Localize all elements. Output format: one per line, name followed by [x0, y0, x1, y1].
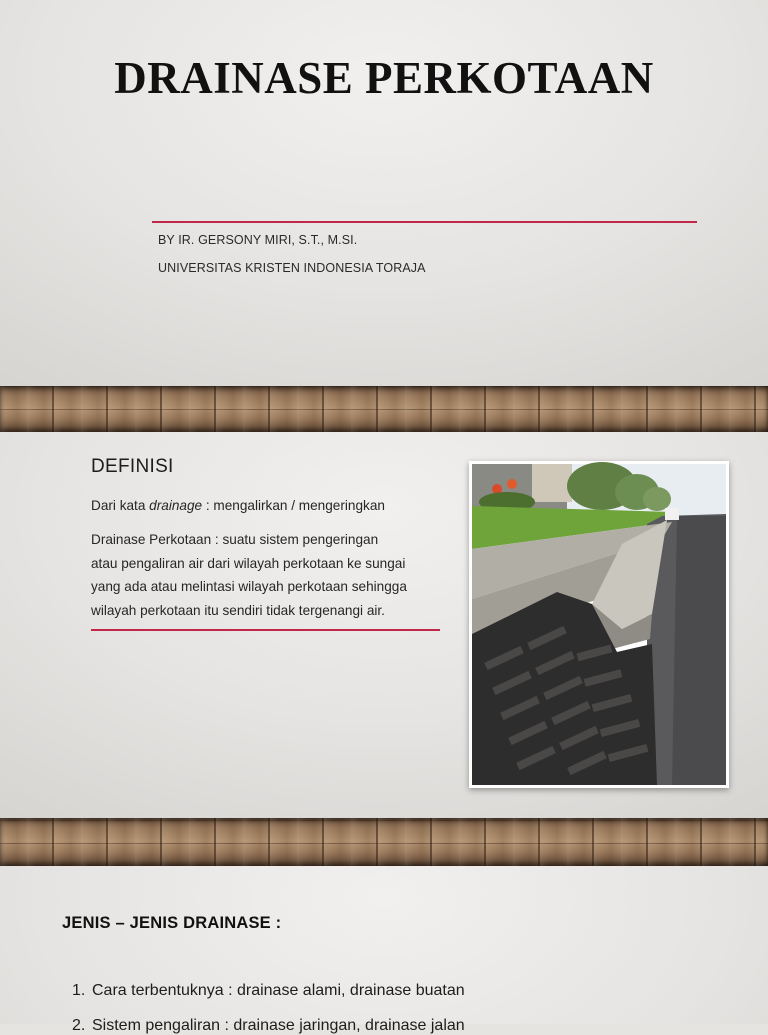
origin-prefix: Dari kata: [91, 498, 150, 513]
list-number: 1.: [72, 982, 86, 999]
title-divider: [152, 221, 697, 223]
types-heading: JENIS – JENIS DRAINASE :: [62, 914, 282, 932]
list-number: 2.: [72, 1017, 86, 1034]
list-item: [72, 982, 465, 1000]
list-item: [72, 1017, 465, 1035]
definition-line: atau pengaliran air dari wilayah perkotaan ke sungai: [91, 555, 406, 571]
definition-paragraph: [91, 528, 436, 622]
definition-slide: [0, 432, 768, 818]
wood-floor-band: [0, 818, 768, 866]
definition-line: yang ada atau melintasi wilayah perkotaan sehingga: [91, 579, 407, 594]
types-slide: [0, 866, 768, 1034]
page-title: DRAINASE PERKOTAAN: [114, 53, 654, 103]
list-text: Sistem pengaliran : drainase jaringan, drainase jalan: [92, 1017, 465, 1034]
wood-floor-band: [0, 386, 768, 432]
author-line: BY IR. GERSONY MIRI, S.T., M.SI.: [158, 233, 358, 247]
storm-drain-illustration: [472, 464, 726, 785]
storm-drain-photo: [469, 461, 729, 788]
origin-suffix: : mengalirkan / mengeringkan: [202, 498, 385, 513]
definition-line: Drainase Perkotaan : suatu sistem pengeringan: [91, 532, 379, 547]
title-slide: [0, 0, 768, 386]
definition-line: wilayah perkotaan itu sendiri tidak tergenangi air.: [91, 602, 385, 618]
definition-divider: [91, 629, 440, 631]
institution-line: UNIVERSITAS KRISTEN INDONESIA TORAJA: [158, 261, 426, 275]
definition-origin-line: [91, 498, 385, 513]
list-text: Cara terbentuknya : drainase alami, drainase buatan: [92, 982, 465, 999]
origin-term: drainage: [149, 498, 203, 513]
definition-heading: DEFINISI: [91, 456, 174, 477]
